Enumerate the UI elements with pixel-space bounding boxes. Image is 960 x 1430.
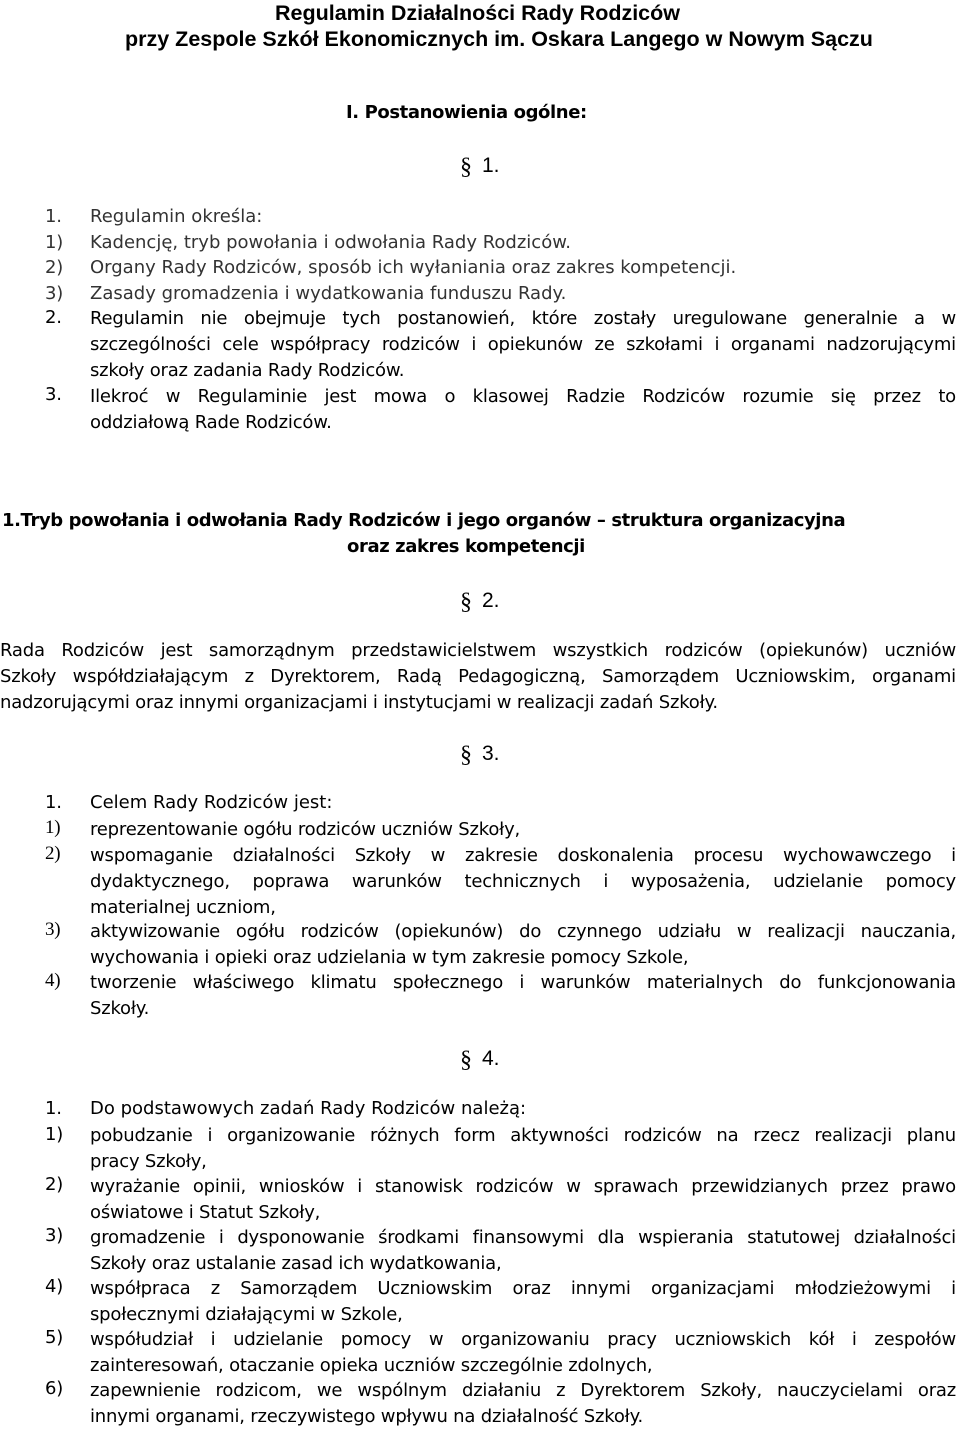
list-item: Regulamin określa: [90, 206, 263, 227]
text-line: zainteresowań, otaczanie opieka uczniów szczególnie zdolnych, [90, 1355, 653, 1376]
section-number: 1. [482, 154, 500, 177]
text-line: Szkoły oraz ustalanie zasad ich wydatkowania, [90, 1253, 502, 1274]
list-item [90, 843, 956, 921]
list-label: 3) [45, 919, 61, 940]
paragraph [90, 384, 956, 436]
section-number: 3. [482, 742, 500, 765]
text-line: społecznymi działającymi w Szkole, [90, 1304, 403, 1325]
list-item: Kadencję, tryb powołania i odwołania Rady Rodziców. [90, 232, 572, 253]
section-sign: § [460, 742, 472, 768]
list-item [90, 1225, 956, 1277]
list-label: 3) [45, 283, 64, 304]
list-label: 3. [45, 384, 62, 405]
list-item [90, 1327, 956, 1379]
list-item [90, 970, 956, 1022]
text-line: współudział i udzielanie pomocy w organizowaniu pracy uczniowskich kół i zespołów [90, 1329, 956, 1350]
text-line: Rada Rodziców jest samorządnym przedstawicielstwem wszystkich rodziców (opiekunów) uczniów [0, 640, 956, 661]
section-3-marker [460, 740, 500, 767]
text-line: oddziałową Rade Rodziców. [90, 412, 332, 433]
list-item: Celem Rady Rodziców jest: [90, 792, 333, 813]
title-line-2: przy Zespole Szkół Ekonomicznych im. Oskara Langego w Nowym Sączu [125, 27, 873, 51]
section-1-marker [460, 152, 500, 179]
list-label: 1) [45, 817, 61, 838]
text-line: pracy Szkoły, [90, 1151, 207, 1172]
text-line: aktywizowanie ogółu rodziców (opiekunów) do czynnego udziału w realizacji nauczania, [90, 921, 956, 942]
text-line: Regulamin nie obejmuje tych postanowień, które zostały uregulowane generalnie a w [90, 308, 956, 329]
section-2-marker [460, 587, 500, 614]
list-label: 1) [45, 232, 64, 253]
list-label: 6) [45, 1378, 64, 1399]
text-line: wychowania i opieki oraz udzielania w tym zakresie pomocy Szkole, [90, 947, 689, 968]
list-label: 4) [45, 1276, 64, 1297]
list-label: 1. [45, 1098, 62, 1119]
text-line: nadzorującymi oraz innymi organizacjami i instytucjami w realizacji zadań Szkoły. [0, 692, 718, 713]
list-item [90, 1123, 956, 1175]
list-label: 2. [45, 307, 62, 328]
list-label: 2) [45, 843, 61, 864]
text-line: Szkoły współdziałającym z Dyrektorem, Radą Pedagogiczną, Samorządem Uczniowskim, organami [0, 666, 956, 687]
text-line: tworzenie właściwego klimatu społecznego i warunków materialnych do funkcjonowania [90, 972, 956, 993]
text-line: wspomaganie działalności Szkoły w zakresie doskonalenia procesu wychowawczego i [90, 845, 956, 866]
list-item: Do podstawowych zadań Rady Rodziców należą: [90, 1098, 527, 1119]
list-label: 2) [45, 257, 64, 278]
document-title [0, 0, 960, 52]
list-label: 5) [45, 1327, 64, 1348]
part-1-heading: I. Postanowienia ogólne: [346, 102, 587, 123]
section-4-marker [460, 1045, 500, 1072]
text-line: oświatowe i Statut Szkoły, [90, 1202, 321, 1223]
section-sign: § [460, 589, 472, 615]
list-label: 3) [45, 1225, 64, 1246]
section-number: 4. [482, 1047, 500, 1070]
list-label: 2) [45, 1174, 64, 1195]
title-line-1: Regulamin Działalności Rady Rodziców [275, 1, 680, 25]
list-item [90, 1276, 956, 1328]
list-label: 1. [45, 206, 62, 227]
section-sign: § [460, 154, 472, 180]
section-sign: § [460, 1047, 472, 1073]
text-line: szczególności cele współpracy rodziców i opiekunów ze szkołami i organami nadzorującymi [90, 334, 956, 355]
text-line: szkoły oraz zadania Rady Rodziców. [90, 360, 405, 381]
text-line: zapewnienie rodzicom, we wspólnym działaniu z Dyrektorem Szkoły, nauczycielami oraz [90, 1380, 956, 1401]
text-line: gromadzenie i dysponowanie środkami finansowymi dla wspierania statutowej działalności [90, 1227, 956, 1248]
list-item [90, 919, 956, 971]
list-label: 1) [45, 1124, 64, 1145]
text-line: Ilekroć w Regulaminie jest mowa o klasowej Radzie Rodziców rozumie się przez to [90, 386, 956, 407]
part-2-heading-line-2: oraz zakres kompetencji [347, 536, 585, 557]
text-line: dydaktycznego, poprawa warunków technicznych i wyposażenia, udzielanie pomocy [90, 871, 956, 892]
list-item [90, 817, 956, 843]
text-line: współpraca z Samorządem Uczniowskim oraz innymi organizacjami młodzieżowymi i [90, 1278, 956, 1299]
text-line: pobudzanie i organizowanie różnych form aktywności rodziców na rzecz realizacji planu [90, 1125, 956, 1146]
list-item: Organy Rady Rodziców, sposób ich wyłaniania oraz zakres kompetencji. [90, 257, 737, 278]
text-line: reprezentowanie ogółu rodziców uczniów Szkoły, [90, 819, 521, 840]
text-line: Szkoły. [90, 998, 150, 1019]
text-line: wyrażanie opinii, wniosków i stanowisk rodziców w sprawach przewidzianych przez prawo [90, 1176, 956, 1197]
text-line: materialnej uczniom, [90, 897, 276, 918]
list-label: 4) [45, 970, 61, 991]
part-2-heading-line-1: 1.Tryb powołania i odwołania Rady Rodziców i jego organów – struktura organizacyjna [2, 510, 846, 531]
list-item: Zasady gromadzenia i wydatkowania funduszu Rady. [90, 283, 567, 304]
paragraph [0, 638, 956, 716]
paragraph [90, 306, 956, 384]
section-number: 2. [482, 589, 500, 612]
list-label: 1. [45, 792, 62, 813]
list-item [90, 1378, 956, 1430]
list-item [90, 1174, 956, 1226]
text-line: innymi organami, rzeczywistego wpływu na działalność Szkoły. [90, 1406, 643, 1427]
